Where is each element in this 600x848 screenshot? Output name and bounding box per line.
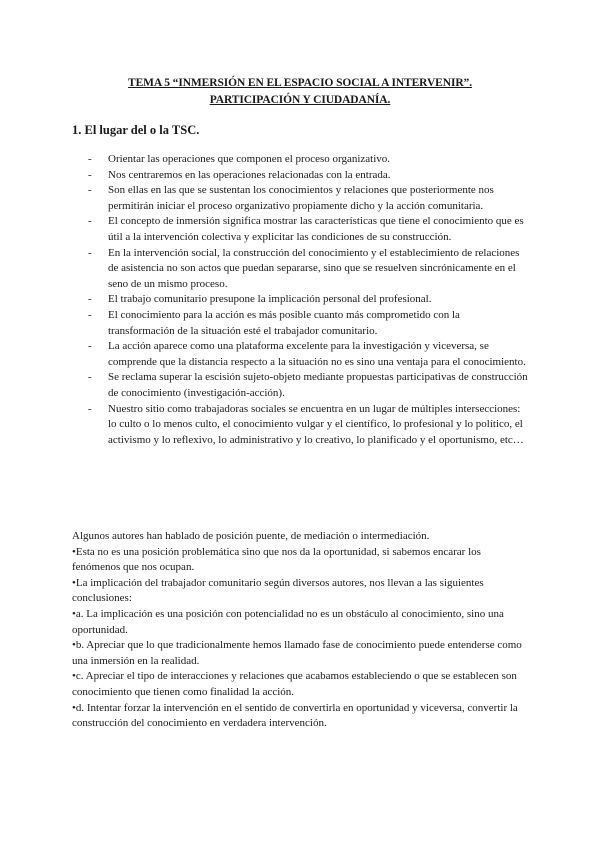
list-item [88, 246, 528, 293]
section-heading: 1. El lugar del o la TSC. [72, 123, 200, 137]
list-item-text: En la intervención social, la construcción del conocimiento y el establecimiento de relaciones de asistencia no son actos que puedan separarse, sino que se resuelven sincrónicamente en el seno de un mismo proceso. [108, 246, 520, 290]
bullet-dash: - [88, 246, 92, 259]
paragraph: •Esta no es una posición problemática sino que nos da la oportunidad, si sabemos encarar los fenómenos que nos ocupan. [72, 545, 481, 574]
bullet-list [88, 152, 528, 448]
list-item-text: La acción aparece como una plataforma excelente para la investigación y viceversa, se comprende que la distancia respecto a la situación no es sino una ventaja para el conocimiento. [108, 340, 526, 368]
list-item [88, 292, 528, 308]
paragraph: •d. Intentar forzar la intervención en el sentido de convertirla en oportunidad y viceversa, convertir la construcción del conocimiento en verdadera intervención. [72, 701, 518, 730]
list-item [88, 168, 528, 184]
bullet-dash: - [88, 215, 92, 228]
paragraph: •a. La implicación es una posición con potencialidad no es un obstáculo al conocimiento, sino una oportunidad. [72, 607, 504, 636]
list-item [88, 214, 528, 245]
paragraph: •b. Apreciar que lo que tradicionalmente hemos llamado fase de conocimiento puede entenderse como una inmersión en la realidad. [72, 639, 522, 667]
list-item-text: El trabajo comunitario presupone la implicación personal del profesional. [108, 293, 432, 306]
paragraph: •c. Apreciar el tipo de interacciones y relaciones que acabamos estableciendo o que se establecen son conocimiento que tienen como finalidad la acción. [72, 670, 517, 698]
list-item [88, 339, 528, 370]
list-item-text: Nos centraremos en las operaciones relacionadas con la entrada. [108, 168, 391, 181]
list-item-text: Se reclama superar la escisión sujeto-objeto mediante propuestas participativas de construcción de conocimiento (investigación-acción). [108, 371, 528, 399]
list-item [88, 152, 528, 168]
list-item [88, 370, 528, 401]
list-item-text: Son ellas en las que se sustentan los conocimientos y relaciones que posteriormente nos permitirán iniciar el proceso organizativo propiamente dicho y la acción comunitaria. [108, 184, 494, 212]
document-title [60, 75, 540, 109]
list-item-text: El conocimiento para la acción es más posible cuanto más comprometido con la transformación de la situación esté el trabajador comunitario. [108, 308, 460, 337]
list-item-text: El concepto de inmersión significa mostrar las características que tiene el conocimiento que es útil a la intervención colectiva y explicitar las condiciones de su construcción. [108, 215, 524, 243]
list-item [88, 183, 528, 214]
paragraph: Algunos autores han hablado de posición puente, de mediación o intermediación. [72, 530, 430, 542]
bullet-dash: - [88, 402, 92, 415]
bullet-dash: - [88, 308, 92, 321]
body-paragraphs [72, 529, 530, 732]
bullet-dash: - [88, 340, 92, 353]
list-item [88, 402, 528, 449]
title-line-2: PARTICIPACIÓN Y CIUDADANÍA. [209, 94, 391, 106]
paragraph: •La implicación del trabajador comunitario según diversos autores, nos llevan a las siguientes conclusiones: [72, 576, 484, 605]
bullet-dash: - [88, 371, 92, 384]
title-line-1: TEMA 5 “INMERSIÓN EN EL ESPACIO SOCIAL A INTERVENIR”. [128, 77, 472, 89]
bullet-dash: - [88, 293, 92, 306]
list-item-text: Orientar las operaciones que componen el proceso organizativo. [108, 153, 391, 165]
bullet-dash: - [88, 153, 92, 165]
bullet-dash: - [88, 184, 92, 197]
list-item-text: Nuestro sitio como trabajadoras sociales se encuentra en un lugar de múltiples intersecciones: lo culto o lo menos culto, el conocimiento vulgar y el científico, lo profesional y lo político, el activismo y lo reflexivo, lo administrativo y lo creativo, lo planificado y el oportunismo, etc… [108, 402, 524, 446]
list-item [88, 308, 528, 339]
bullet-dash: - [88, 168, 92, 181]
